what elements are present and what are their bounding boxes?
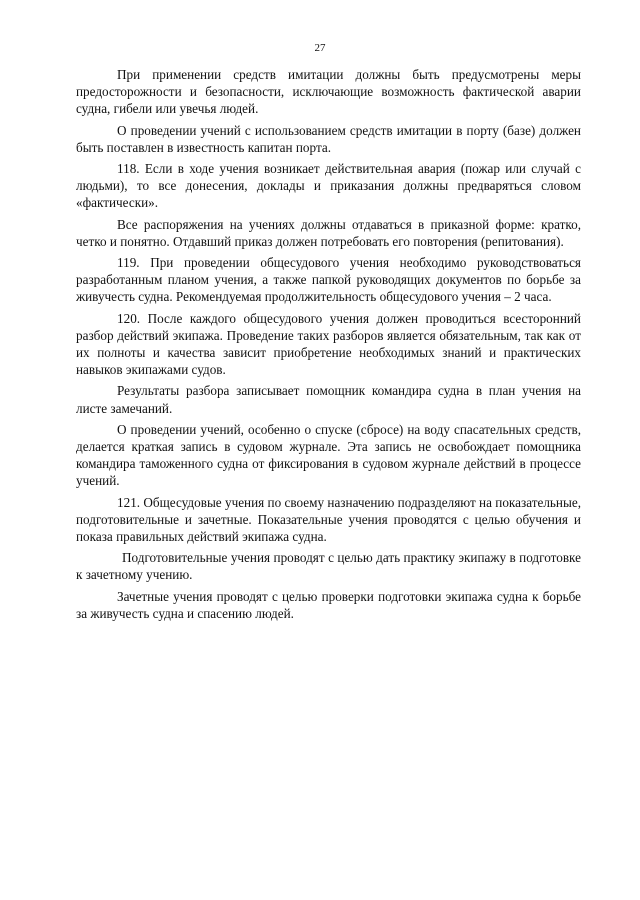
paragraph-test-drills: Зачетные учения проводят с целью проверки подготовки экипажа судна к борьбе за живучесть судна и спасению людей.: [76, 588, 581, 621]
paragraph-preparatory-drills: Подготовительные учения проводят с целью дать практику экипажу в подготовке к зачетному учению.: [76, 550, 581, 583]
paragraph-logbook-record: О проведении учений, особенно о спуске (сбросе) на воду спасательных средств, делается краткая запись в судовом журнале. Эта запись не освобождает помощника командира таможенного судна от фиксирования в судовом журнале действий в процессе учений.: [76, 421, 581, 489]
paragraph-118: 118. Если в ходе учения возникает действительная авария (пожар или случай с людьми), то все донесения, доклады и приказания должны предваряться словом «фактически».: [76, 161, 581, 211]
paragraph-119: 119. При проведении общесудового учения необходимо руководствоваться разработанным планом учения, а также папкой руководящих документов по борьбе за живучесть судна. Рекомендуемая продолжительность общесудового учения – 2 часа.: [76, 255, 581, 305]
paragraph-port-captain-notice: О проведении учений с использованием средств имитации в порту (базе) должен быть поставлен в известность капитан порта.: [76, 122, 581, 155]
paragraph-120: 120. После каждого общесудового учения должен проводиться всесторонний разбор действий экипажа. Проведение таких разборов является обязательным, так как от их полноты и качества зависит приобретение необходимых знаний и практических навыков экипажами судов.: [76, 310, 581, 378]
paragraph-121: 121. Общесудовые учения по своему назначению подразделяют на показательные, подготовительные и зачетные. Показательные учения проводятся с целью обучения и показа правильных действий экипажа судна.: [76, 494, 581, 545]
page-number: 27: [314, 42, 326, 54]
document-body: [76, 66, 581, 626]
paragraph-review-results: Результаты разбора записывает помощник командира судна в план учения на листе замечаний.: [76, 383, 581, 416]
paragraph-imitation-safety: При применении средств имитации должны быть предусмотрены меры предосторожности и безопасности, исключающие возможность фактической аварии судна, гибели или увечья людей.: [76, 67, 581, 117]
paragraph-orders-form: Все распоряжения на учениях должны отдаваться в приказной форме: кратко, четко и понятно. Отдавший приказ должен потребовать его повторения (репитования).: [76, 216, 581, 249]
